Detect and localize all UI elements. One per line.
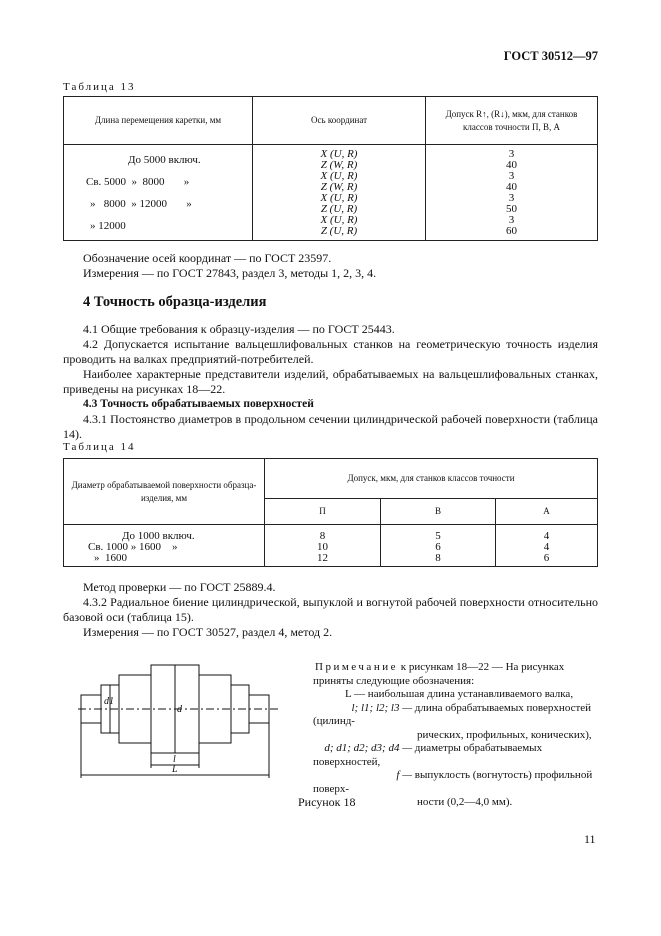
note-line: L — наибольшая длина устанавливаемого валка, xyxy=(345,688,574,700)
after13-block xyxy=(63,251,598,281)
table-row: До 5000 включ. xyxy=(128,154,201,166)
figure-note xyxy=(313,661,601,810)
tolerance-value: 6 xyxy=(435,541,441,553)
label-L: L xyxy=(172,764,178,775)
label-d1: d1 xyxy=(104,696,114,707)
subsection-title: 4.3 Точность обрабатываемых поверхностей xyxy=(83,398,314,410)
note-line: рических, профильных, конических), xyxy=(417,728,592,741)
table14-head-tolerance: Допуск, мкм, для станков классов точности xyxy=(265,459,598,499)
paragraph: 4.3.2 Радиальное биение цилиндрической, выпуклой и вогнутой рабочей поверхности относительно базовой оси (таблица 15). xyxy=(63,595,598,624)
table14-p-col xyxy=(265,525,381,567)
table14-v-col xyxy=(381,525,496,567)
table13-head-tolerance: Допуск R↑, (R↓), мкм, для станков классов точности П, В, А xyxy=(426,97,598,145)
note-text: к рисункам 18—22 — На рисунках приняты следующие обозначения: xyxy=(313,661,565,687)
note-line: f — выпуклость (вогнутость) профильной поверх- xyxy=(313,769,593,795)
table13-tolerance-col xyxy=(426,145,598,241)
tolerance-value: 8 xyxy=(319,530,326,542)
table14-head-diameter: Диаметр обрабатываемой поверхности образца-изделия, мм xyxy=(64,459,265,525)
axis-value: Z (U, R) xyxy=(320,203,358,215)
note-line: l; l1; l2; l3 — длина обрабатываемых поверхностей (цилинд- xyxy=(313,701,592,727)
tolerance-value: 3 xyxy=(508,192,515,204)
paragraph: Измерения — по ГОСТ 30527, раздел 4, метод 2. xyxy=(83,625,333,639)
tolerance-value: 12 xyxy=(317,552,328,564)
figure-caption: Рисунок 18 xyxy=(298,795,356,809)
roll-drawing xyxy=(78,660,278,780)
tolerance-value: 3 xyxy=(508,148,515,160)
table14-class-p: П xyxy=(265,499,381,525)
table14-diameter-col xyxy=(64,525,265,567)
tolerance-value: 40 xyxy=(506,181,517,193)
note-line: d; d1; d2; d3; d4 — диаметры обрабатываемых поверхностей, xyxy=(313,742,543,768)
tolerance-value: 8 xyxy=(435,552,441,564)
note-lead: Примечание xyxy=(315,661,398,673)
note-line: ности (0,2—4,0 мм). xyxy=(417,796,513,808)
label-d: d xyxy=(177,704,182,715)
axis-value: Z (U, R) xyxy=(320,225,358,237)
table14-a-col xyxy=(496,525,598,567)
table13-head-axis: Ось координат xyxy=(253,97,426,145)
axis-value: X (U, R) xyxy=(320,214,358,226)
table13 xyxy=(63,96,598,241)
tolerance-value: 4 xyxy=(543,541,550,553)
table13-caption: Таблица 13 xyxy=(63,81,136,93)
document-header: ГОСТ 30512—97 xyxy=(503,49,598,63)
tolerance-value: 3 xyxy=(508,214,515,226)
table14 xyxy=(63,458,598,567)
table-row: » 1600 xyxy=(94,552,127,564)
axis-value: Z (W, R) xyxy=(320,181,358,193)
paragraph: 4.2 Допускается испытание вальцешлифовальных станков на геометрическую точность изделия проводить на валках предприятий-потребителей. xyxy=(63,337,598,366)
table-row: » 12000 xyxy=(90,220,126,232)
tolerance-value: 3 xyxy=(508,170,515,182)
section-title: 4 Точность образца-изделия xyxy=(83,294,267,310)
table13-length-col xyxy=(64,145,253,241)
table14-class-v: В xyxy=(381,499,496,525)
table-row: До 1000 включ. xyxy=(122,530,195,542)
axis-value: Z (W, R) xyxy=(320,159,358,171)
table13-axis-col xyxy=(253,145,426,241)
axis-value: X (U, R) xyxy=(320,192,358,204)
paragraph: 4.3.1 Постоянство диаметров в продольном сечении цилиндрической рабочей поверхности (таблица 14). xyxy=(63,412,598,441)
tolerance-value: 60 xyxy=(506,225,517,237)
paragraph: 4.1 Общие требования к образцу-изделия — по ГОСТ 25443. xyxy=(83,322,395,336)
paragraph: Наиболее характерные представители изделий, обрабатываемых на вальцешлифовальных станках, приведены на рисунках 18—22. xyxy=(63,367,598,396)
tolerance-value: 5 xyxy=(435,530,441,542)
page-number: 11 xyxy=(584,832,596,846)
paragraph: Обозначение осей координат — по ГОСТ 23597. xyxy=(83,251,332,265)
table14-caption: Таблица 14 xyxy=(63,441,136,453)
section4-body xyxy=(63,322,598,442)
tolerance-value: 4 xyxy=(543,530,550,542)
axis-value: X (U, R) xyxy=(320,170,358,182)
paragraph: Измерения — по ГОСТ 27843, раздел 3, методы 1, 2, 3, 4. xyxy=(83,266,377,280)
tolerance-value: 10 xyxy=(317,541,328,553)
paragraph: Метод проверки — по ГОСТ 25889.4. xyxy=(83,580,276,594)
table14-class-a: А xyxy=(496,499,598,525)
after14-block xyxy=(63,580,598,640)
table-row: » 8000 » 12000 » xyxy=(90,198,192,210)
label-l: l xyxy=(173,754,176,765)
tolerance-value: 6 xyxy=(543,552,550,564)
tolerance-value: 40 xyxy=(506,159,517,171)
tolerance-value: 50 xyxy=(506,203,517,215)
table-row: Св. 1000 » 1600 » xyxy=(88,541,178,553)
table13-head-length: Длина перемещения каретки, мм xyxy=(64,97,253,145)
table-row: Св. 5000 » 8000 » xyxy=(86,176,190,188)
axis-value: X (U, R) xyxy=(320,148,358,160)
